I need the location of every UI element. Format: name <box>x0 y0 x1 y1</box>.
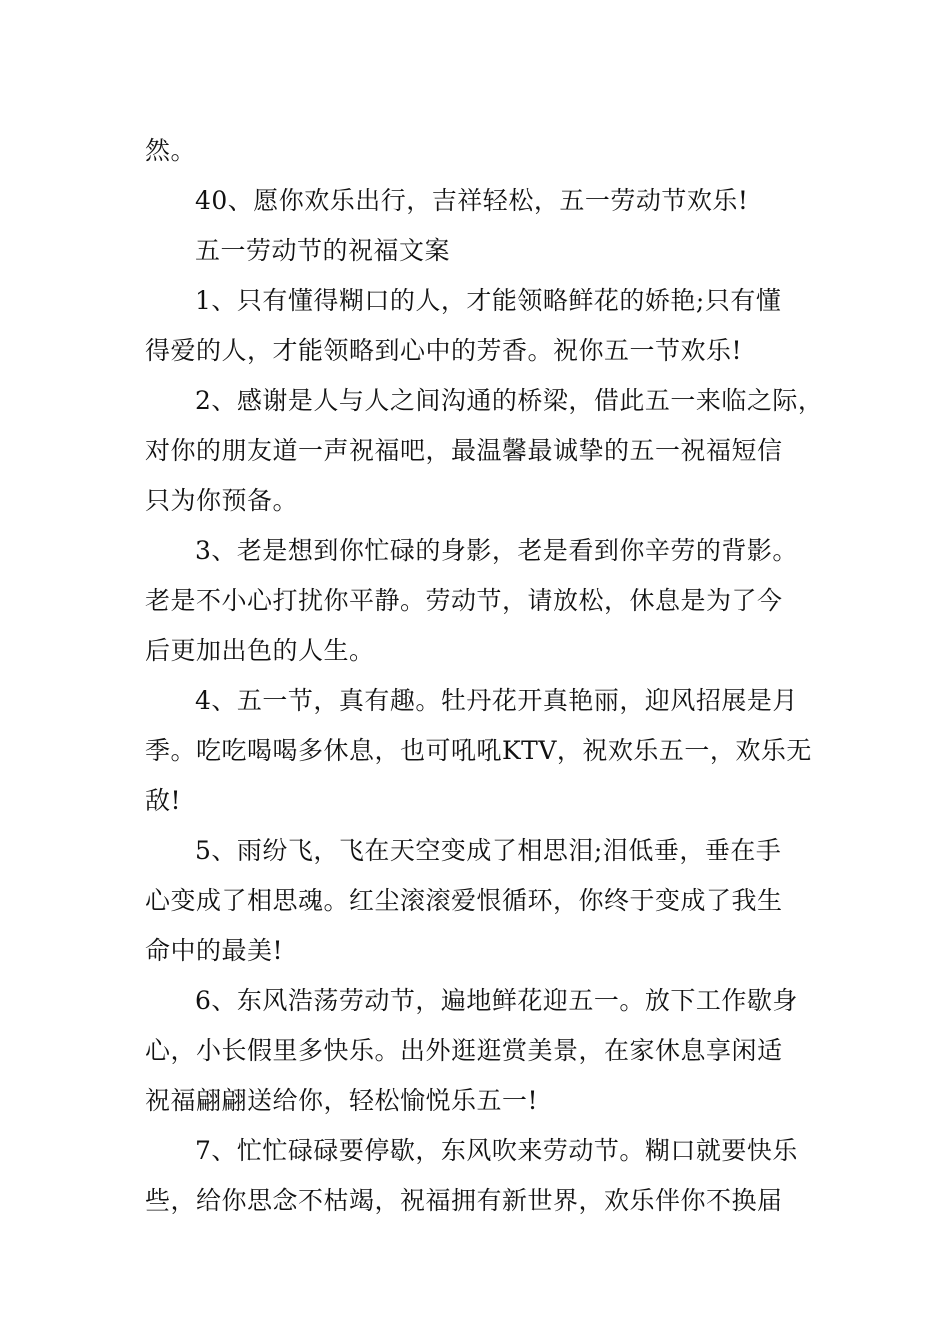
text-line: 季。吃吃喝喝多休息，也可吼吼KTV，祝欢乐五一，欢乐无 <box>145 736 812 765</box>
paragraph-7 <box>145 826 810 976</box>
text-line: 40、愿你欢乐出行，吉祥轻松，五一劳动节欢乐! <box>195 186 749 215</box>
paragraph-8 <box>145 976 810 1126</box>
text-line: 祝福翩翩送给你，轻松愉悦乐五一! <box>145 1086 539 1115</box>
text-line: 命中的最美! <box>145 936 284 965</box>
paragraph-9 <box>145 1126 810 1226</box>
section-heading <box>145 226 810 276</box>
text-line: 对你的朋友道一声祝福吧，最温馨最诚挚的五一祝福短信 <box>145 436 783 465</box>
text-line: 得爱的人，才能领略到心中的芳香。祝你五一节欢乐! <box>145 336 743 365</box>
text-line: 只为你预备。 <box>145 486 299 515</box>
text-line: 2、感谢是人与人之间沟通的桥梁，借此五一来临之际， <box>195 386 824 415</box>
paragraph-0 <box>145 126 810 176</box>
text-line: 5、雨纷飞，飞在天空变成了相思泪;泪低垂，垂在手 <box>195 836 782 865</box>
document-page <box>145 126 824 1226</box>
text-line: 然。 <box>145 136 197 165</box>
paragraph-6 <box>145 676 810 826</box>
text-line: 敌! <box>145 786 182 815</box>
text-line: 后更加出色的人生。 <box>145 636 375 665</box>
text-line: 6、东风浩荡劳动节，遍地鲜花迎五一。放下工作歇身 <box>195 986 798 1015</box>
text-line: 心变成了相思魂。红尘滚滚爱恨循环，你终于变成了我生 <box>145 886 783 915</box>
paragraph-3 <box>145 276 810 376</box>
text-line: 7、忙忙碌碌要停歇，东风吹来劳动节。糊口就要快乐 <box>195 1136 798 1165</box>
text-line: 心，小长假里多快乐。出外逛逛赏美景，在家休息享闲适 <box>145 1036 783 1065</box>
paragraph-5 <box>145 526 810 676</box>
text-line: 些，给你思念不枯竭，祝福拥有新世界，欢乐伴你不换届 <box>145 1186 783 1215</box>
text-line: 3、老是想到你忙碌的身影，老是看到你辛劳的背影。 <box>195 536 798 565</box>
text-line: 1、只有懂得糊口的人，才能领略鲜花的娇艳;只有懂 <box>195 286 782 315</box>
text-line: 4、五一节，真有趣。牡丹花开真艳丽，迎风招展是月 <box>195 686 798 715</box>
paragraph-1 <box>145 176 810 226</box>
text-line: 五一劳动节的祝福文案 <box>195 236 451 265</box>
paragraph-4 <box>145 376 824 526</box>
text-line: 老是不小心打扰你平静。劳动节，请放松，休息是为了今 <box>145 586 783 615</box>
